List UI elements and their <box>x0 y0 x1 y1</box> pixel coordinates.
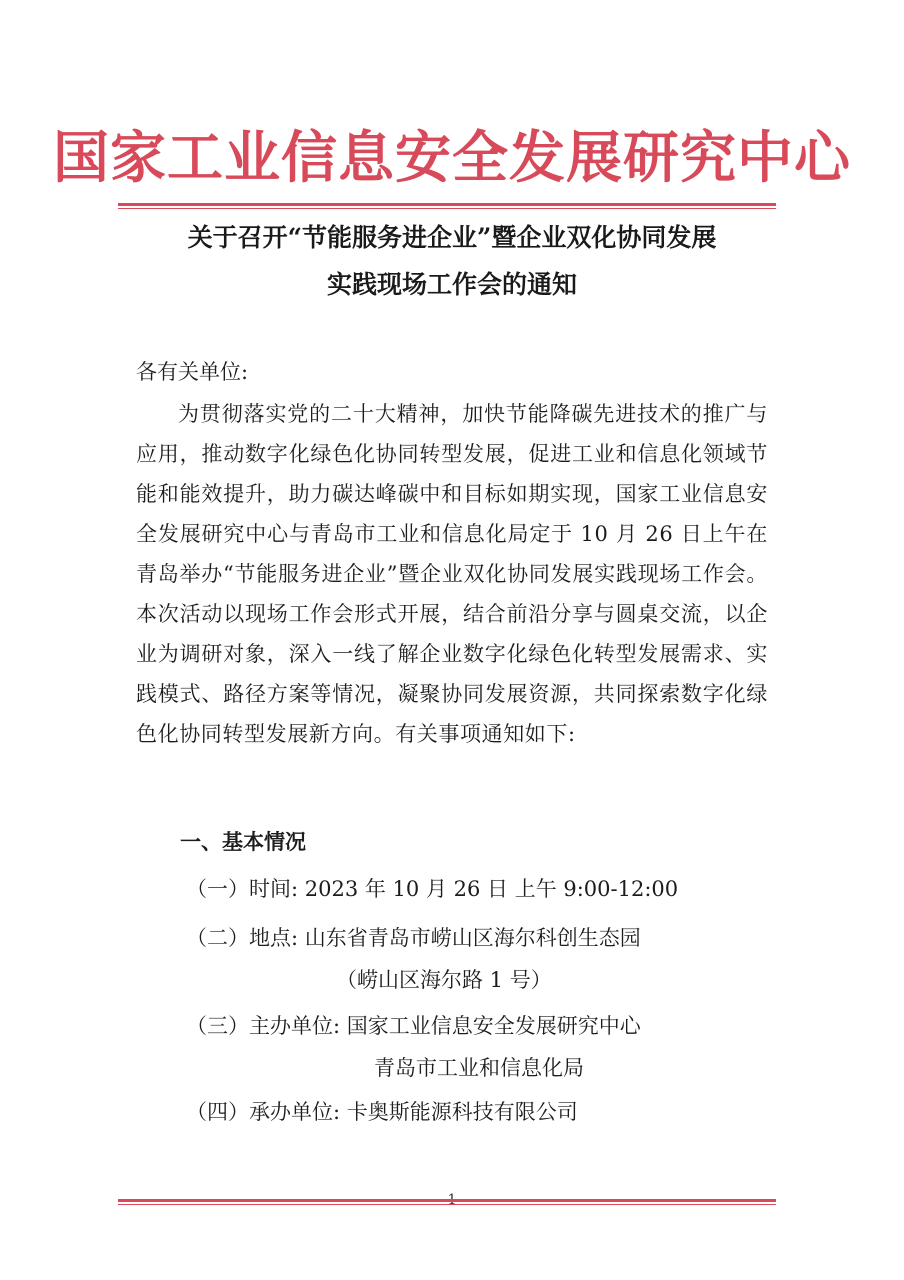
info-organizer: （四）承办单位: 卡奥斯能源科技有限公司 <box>186 1100 578 1124</box>
masthead-rule-thin <box>118 208 776 209</box>
info-place-detail: （崂山区海尔路 1 号） <box>336 968 552 992</box>
footer-rule-thin <box>118 1204 776 1205</box>
info-place: （二）地点: 山东省青岛市崂山区海尔科创生态园 <box>186 926 641 950</box>
document-title-line-1: 关于召开“节能服务进企业”暨企业双化协同发展 <box>187 223 717 252</box>
info-host: （三）主办单位: 国家工业信息安全发展研究中心 <box>186 1014 641 1038</box>
section-heading-basic-info: 一、基本情况 <box>180 829 306 854</box>
document-title-line-2: 实践现场工作会的通知 <box>326 270 577 299</box>
info-host-second: 青岛市工业和信息化局 <box>374 1056 584 1080</box>
info-time: （一）时间: 2023 年 10 月 26 日 上午 9:00-12:00 <box>186 877 679 901</box>
footer-rule-thick <box>118 1199 776 1202</box>
masthead-rule-thick <box>118 203 776 206</box>
intro-paragraph: 为贯彻落实党的二十大精神，加快节能降碳先进技术的推广与应用，推动数字化绿色化协同转型发展，促进工业和信息化领域节能和能效提升，助力碳达峰碳中和目标如期实现，国家工业信息安全发展研究中心与青岛市工业和信息化局定于 10 月 26 日上午在青岛举办“节能服务进企业”暨企业双化协同发展实践现场工作会。本次活动以现场工作会形式开展，结合前沿分享与圆桌交流，以企业为调研对象，深入一线了解企业数字化绿色化转型发展需求、实践模式、路径方案等情况，凝聚协同发展资源，共同探索数字化绿色化协同转型发展新方向。有关事项通知如下: <box>136 402 768 746</box>
masthead: 国家工业信息安全发展研究中心 <box>53 125 851 191</box>
salutation: 各有关单位: <box>136 360 249 384</box>
